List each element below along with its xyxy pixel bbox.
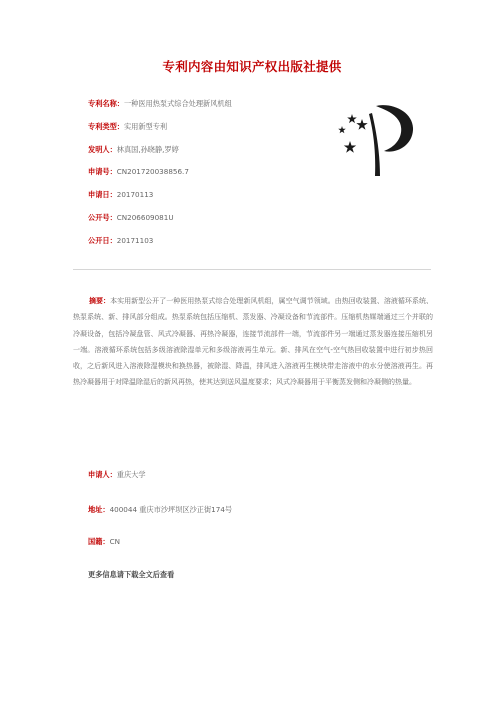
country-row — [88, 537, 120, 547]
address-value: 400044 重庆市沙坪坝区沙正街174号 — [109, 505, 233, 514]
meta-value: CN206609081U — [116, 212, 174, 222]
meta-row-name — [88, 98, 232, 121]
meta-row-type — [88, 121, 232, 144]
patent-meta-list — [88, 98, 232, 258]
abstract-text: 本实用新型公开了一种医用热泵式综合处理新风机组，属空气调节领域。由热回收装置、溶液循环系统、热泵系统、新、排风部分组成。热泵系统包括压缩机、蒸发器、冷凝设备和节流部件。压缩机热媒端通过三个并联的冷凝设备，包括冷凝盘管、风式冷凝器、再热冷凝器，连接节流部件一端，节流部件另一端通过蒸发器连接压缩机另一端。溶液循环系统包括多级溶液除湿单元和多级溶液再生单元。新、排风在空气-空气热回收装置中进行初步热回收，之后新风进入溶液除湿模块和换热器，被除湿、降温，排风进入溶液再生模块带走溶液中的水分使溶液再生。再热冷凝器用于对降温除湿后的新风再热，使其达到送风温度要求；风式冷凝器用于平衡蒸发侧和冷凝侧的热量。 — [73, 297, 433, 387]
meta-value: 实用新型专利 — [123, 121, 168, 131]
applicant-row — [88, 470, 146, 480]
meta-label: 发明人： — [88, 144, 117, 154]
applicant-label: 申请人： — [88, 470, 117, 479]
abstract-paragraph — [73, 293, 433, 391]
applicant-value: 重庆大学 — [116, 470, 146, 479]
meta-label: 公开日： — [88, 235, 117, 245]
country-value: CN — [109, 537, 120, 546]
meta-row-publication-number — [88, 212, 232, 235]
meta-row-publication-date — [88, 235, 232, 258]
meta-label: 公开号： — [88, 212, 117, 222]
meta-value: 20171103 — [116, 235, 154, 245]
meta-label: 申请号： — [88, 167, 117, 177]
meta-value: 林真国,孙晓静,罗婷 — [116, 144, 179, 154]
country-label: 国籍： — [88, 537, 110, 546]
meta-row-application-date — [88, 189, 232, 212]
abstract-label: 摘要： — [89, 297, 111, 305]
meta-value: 一种医用热泵式综合处理新风机组 — [123, 99, 232, 108]
meta-row-inventors — [88, 144, 232, 167]
meta-row-application-number — [88, 166, 232, 189]
meta-label: 专利名称： — [88, 99, 124, 108]
address-label: 地址： — [88, 505, 110, 514]
more-info-link[interactable]: 更多信息请下载全文后查看 — [88, 570, 175, 579]
meta-label: 申请日： — [88, 190, 117, 200]
cnipa-stars-emblem-icon — [330, 100, 430, 180]
meta-value: CN201720038856.7 — [116, 167, 189, 177]
address-row — [88, 505, 232, 515]
meta-label: 专利类型： — [88, 121, 124, 131]
section-divider — [73, 269, 431, 270]
meta-value: 20170113 — [116, 190, 154, 200]
page-title: 专利内容由知识产权出版社提供 — [162, 59, 342, 74]
